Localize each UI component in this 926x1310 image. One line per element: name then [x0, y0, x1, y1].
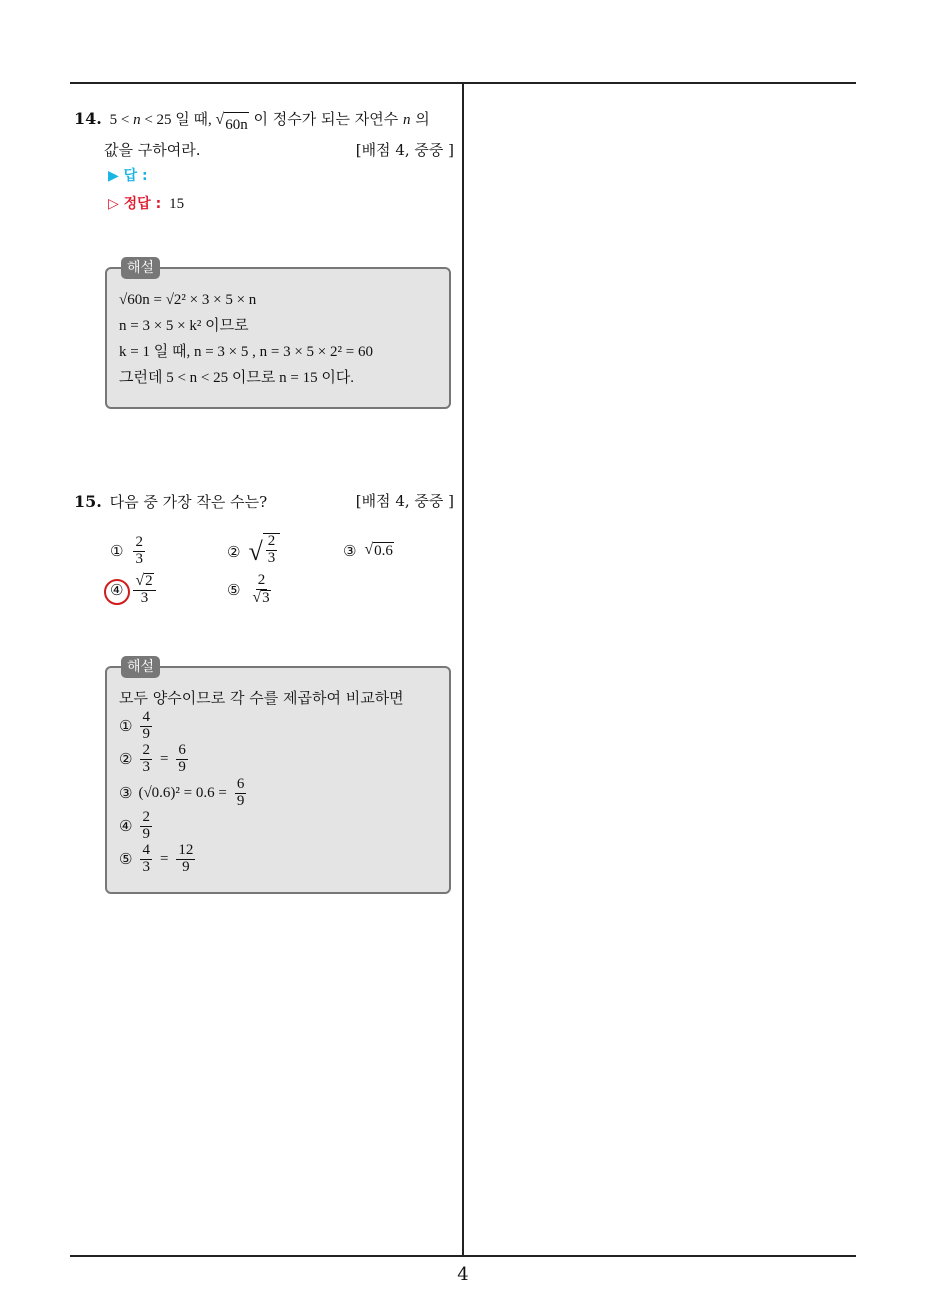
choice-3[interactable]: ③ √ 0.6: [343, 541, 393, 560]
choice-1[interactable]: ① $\frac{2}{3}$: [110, 534, 143, 567]
answer-label: ▶ 답 :: [108, 168, 148, 184]
sqrt-expression: √ 60n: [216, 112, 249, 138]
solution-line: k = 1 일 때, n = 3 × 5 , n = 3 × 5 × 2² = 60: [119, 344, 373, 360]
question-14: [74, 106, 454, 163]
column-divider: [462, 82, 464, 1257]
solution-row: ① $\frac{4}{9}$: [119, 708, 150, 742]
correct-answer: ▷ 정답 : 15: [108, 196, 185, 212]
page-number: 4: [457, 1264, 469, 1285]
solution-row: ⑤ $\frac{4}{3}$ = $\frac{12}{9}$: [119, 841, 194, 875]
solution-box-15: [105, 659, 451, 894]
solution-line: 그런데 5 < n < 25 이므로 n = 15 이다.: [119, 370, 355, 386]
solution-intro: 모두 양수이므로 각 수를 제곱하여 비교하면: [119, 689, 404, 707]
repeating-decimal: 0.6: [374, 543, 393, 559]
choice-2[interactable]: ② √ $\frac{2}{3}$: [227, 533, 280, 571]
solution-row: ④ $\frac{2}{9}$: [119, 808, 150, 842]
solution-box-14: [105, 260, 451, 409]
question-number: 14.: [74, 109, 102, 128]
score-label: [배점 4, 중중 ]: [355, 141, 454, 159]
choice-4[interactable]: ④ √ 2 3: [110, 573, 158, 607]
bottom-rule: [70, 1255, 856, 1257]
question-14-line2: 값을 구하여라. [배점 4, 중중 ]: [74, 138, 454, 163]
question-15: 15. 다음 중 가장 작은 수는? [배점 4, 중중 ]: [74, 489, 454, 515]
correct-answer-value: 15: [169, 196, 185, 212]
solution-line: √60n = √2² × 3 × 5 × n: [119, 292, 257, 308]
solution-row: ③ (√0.6)² = 0.6 = $\frac{6}{9}$: [119, 775, 245, 809]
solution-line: n = 3 × 5 × k² 이므로: [119, 318, 249, 334]
score-label: [배점 4, 중중 ]: [355, 492, 454, 510]
question-number: 15.: [74, 492, 102, 511]
solution-tag: 해설: [121, 257, 160, 279]
solution-tag: 해설: [121, 656, 160, 678]
solution-row: ② $\frac{2}{3}$ = $\frac{6}{9}$: [119, 741, 186, 775]
choice-5[interactable]: ⑤ 2 √ 3: [227, 572, 270, 606]
question-14-line1: 14. 5 < n < 25 일 때, √ 60n 이 정수가 되는 자연수 n 의: [74, 106, 454, 138]
